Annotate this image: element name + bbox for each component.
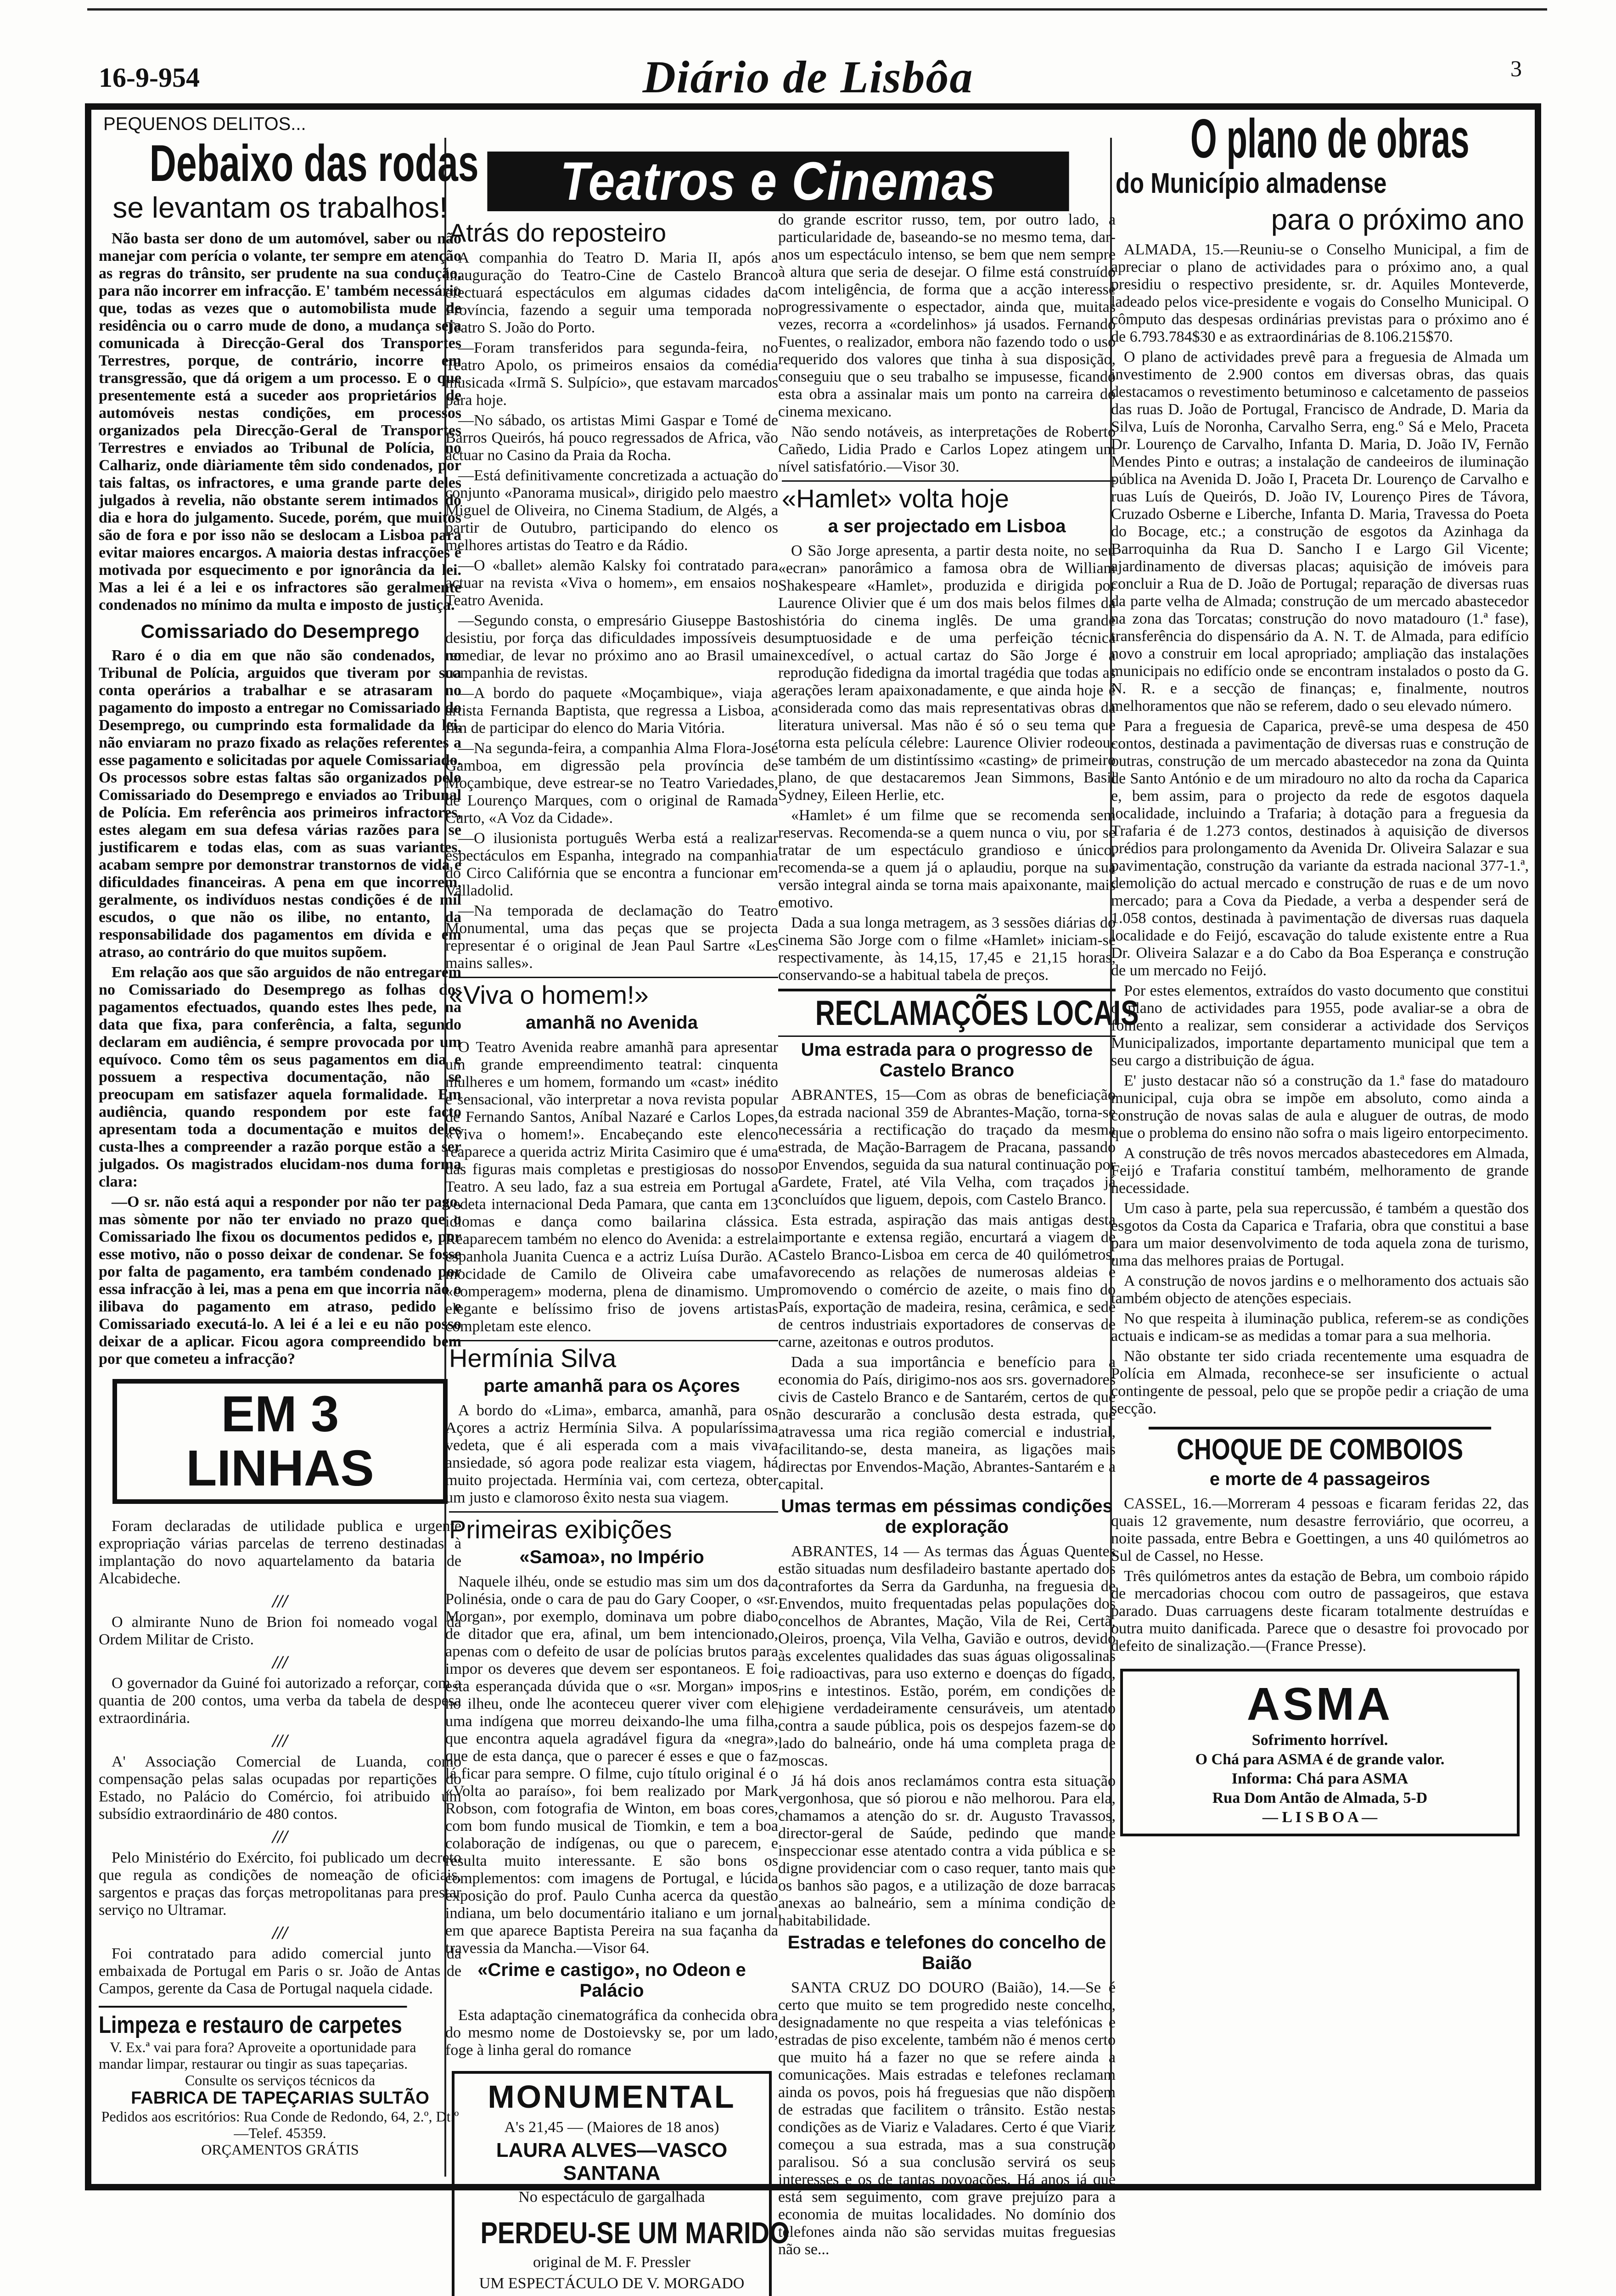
article-paragraph: ABRANTES, 15—Com as obras de beneficiação da estrada nacional 359 de Abrantes-Mação, torna-se necessária a rectificação do traçado da mesma estrada, de Mação-Barragem de Pracana, passando por Envendos, seguida da sua natural continuação por Gardete, Fratel, até Vila Velha, com traçados já concluídos que liguem, depois, com Castelo Branco.: [778, 1086, 1116, 1208]
monumental-time: A's 21,45 — (Maiores de 18 anos): [504, 2119, 719, 2136]
brief-item: A' Associação Comercial de Luanda, como compensação pelas salas ocupadas por repartições do Estado, no Palácio do Comércio, foi atribuido um subsídio extraordinário de 480 contos.: [99, 1753, 461, 1823]
section-subtitle: Umas termas em péssimas condições de exploração: [781, 1496, 1113, 1537]
section-subtitle: amanhã no Avenida: [526, 1013, 698, 1033]
carpet-ad-footer: ORÇAMENTOS GRÁTIS: [201, 2141, 359, 2158]
section-subtitle: Uma estrada para o progresso de Castelo Branco: [801, 1040, 1093, 1080]
kicker: PEQUENOS DELITOS...: [103, 114, 306, 134]
article-paragraph: SANTA CRUZ DO DOURO (Baião), 14.—Se é certo que muito se tem progredido neste concelho, designadamente no que respeita a vias telefónicas e estradas de piso excelente, também não é menos certo que muito há a fazer no que se refere ainda a comunicações. Mais estradas e telefones reclamam ainda os povos, pois há freguesias que não dispõem de estradas que facilitem o trânsito. Estão nestas condições as de Viariz e Valadares. Certo é que Viariz começou a sua estrada, mas a sua construção paralisou. Só a sua conclusão servirá os seus interesses e os de tantas povoações. Há anos já que está sem seguimento, com grave prejuízo para a economia de muitas localidades. No domínio dos telefones ainda não são servidas muitas freguesias não se...: [778, 1979, 1116, 2258]
brief-item: O governador da Guiné foi autorizado a reforçar, com a quantia de 200 contos, uma verba da tabela de despesa extraordinária.: [99, 1675, 461, 1727]
article-paragraph: Dada a sua longa metragem, as 3 sessões diárias do cinema São Jorge com o filme «Hamlet» iniciam-se respectivamente, às 14,15, 17,45 e 21,15 horas, conservando-se a habitual tabela de preços.: [778, 914, 1116, 984]
article-paragraph: Já há dois anos reclamámos contra esta situação vergonhosa, que só piorou e não melhorou. Para ela, chamamos a atenção do sr. dr. Augusto Travassos, director-geral de Saúde, pedindo que mande inspeccionar esse atentado contra a vida pública e se digne providenciar com o caso requer, tanto mais que os banhos são pagos, e a utilização de doze barracas anexas ao balneário, sem a mínima condição de habitabilidade.: [778, 1773, 1116, 1929]
section-title: Hermínia Silva: [449, 1340, 778, 1373]
article-paragraph: —Está definitivamente concretizada a actuação do conjunto «Panorama musical», dirigido pelo maestro Miguel de Oliveira, no Cinema Stadium, de Algés, a partir de Outubro, participando do elenco os melhores artistas do Teatro e da Rádio.: [445, 467, 778, 554]
separator: ///: [272, 1826, 288, 1847]
article-paragraph: Esta estrada, aspiração das mais antigas desta importante e extensa região, encurtará a viagem de Castelo Branco-Lisboa em cerca de 40 quilómetros, favorecendo as relações de numerosas aldeias e promovendo o comércio de azeite, o mais fino do País, exportação de madeira, resina, cerâmica, e sede de centros industriais exportadores de conservas de carne, azeitonas e outros produtos.: [778, 1211, 1116, 1351]
monumental-author: original de M. F. Pressler: [533, 2254, 690, 2271]
reclamacoes-header: [778, 989, 1139, 1037]
asma-title: ASMA: [1246, 1678, 1393, 1730]
brief-item: O almirante Nuno de Brion foi nomeado vogal da Ordem Militar de Cristo.: [99, 1614, 461, 1648]
column-2: [445, 211, 790, 2292]
subheadline: se levantam os trabalhos!: [112, 191, 448, 224]
brief-item: Foram declaradas de utilidade publica e urgente expropriação várias parcelas de terreno destinadas à implantação do novo aquartelamento da bataria de Alcabideche.: [99, 1518, 461, 1587]
column-3: [778, 211, 1139, 2258]
top-rule: [87, 8, 1547, 11]
asma-line: Rua Dom Antão de Almada, 5-D: [1212, 1790, 1428, 1806]
separator: ///: [272, 1922, 288, 1943]
article-paragraph: Em relação aos que são arguidos de não entregarem no Comissariado do Desemprego as folhas dos pagamentos efectuados, quando estes lhes pede, na data que fixa, para conferência, a falta, segundo declaram em audiência, é sempre provocada por um equívoco. Como têm os seus pagamentos em dia e possuem a respectiva documentação, não se preocupam em satisfazer aquela formalidade. Em audiência, quando respondem por este facto apresentam toda a documentação e muitos deles custa-lhes a compreender a razão porque estão a ser julgados. Os magistrados elucidam-nos duma forma clara:: [99, 964, 461, 1190]
article-paragraph: Naquele ilhéu, onde se estudio mas sim um dos da Polinésia, onde o cara de pau do Gary Cooper, o «sr. Morgan», por exemplo, dominava um pobre diabo de ditador que era, afinal, um bem intencionado, apenas com o defeito de usar de polícias brutos para impor os deveres que devem ser espontaneos. E foi esta esperançada dúvida que o «sr. Morgan» impos no ilheu, onde lhe aconteceu querer viver com ele uma indígena que morreu deixando-lhe uma filha, que encontra aquela agradável figura da «negra», que de esta dança, que o parecer é esses e que o faz lá ficar para sempre. O filme, cujo título original é o «Volta ao paraíso», foi bem realizado por Mark Robson, com fotografia de Winton, em boas cores, com bom fundo musical de Tiomkin, e tem a boa colaboração de indígenas, ou que o parecem, e resulta muito interessante. E são bons os complementos: com imagens de Portugal, e lúcida exposição do prof. Paulo Cunha acerca da questão indiana, um belo documentário italiano e um jornal em que aparece Baptista Pereira na sua façanha da travessia da Mancha.—Visor 64.: [445, 1573, 778, 1957]
asma-line: Informa: Chá para ASMA: [1231, 1770, 1408, 1787]
article-paragraph: Três quilómetros antes da estação de Bebra, um comboio rápido de mercadorias chocou com outro de passageiros, que estava parado. Duas carruagens deste ficaram totalmente destruídas e outra muito danificada. Parece que o desastre foi provocado por defeito de sinalização.—(France Presse).: [1111, 1568, 1529, 1654]
column-1: [99, 110, 479, 2183]
choque-subtitle: e morte de 4 passageiros: [1209, 1469, 1431, 1489]
article-paragraph: A companhia do Teatro D. Maria II, após a inauguração do Teatro-Cine de Castelo Branco efectuará espectáculos em algumas cidades da Província, fazendo a seguir uma temporada no Teatro S. João do Porto.: [445, 249, 778, 336]
article-paragraph: Não basta ser dono de um automóvel, saber ou não manejar com perícia o volante, ter sempre em atenção as regras do trânsito, ser prudente na sua condução, para não incorrer em infracção. E' também necessário que, todas as vezes que o automobilista mude de residência ou o carro mude de dono, a mudança seja comunicada à Direcção-Geral dos Transportes Terrestres, porque, de contrário, incorre em transgressão, que dá origem a um processo. E o que presentemente está a suceder aos proprietários de automóveis nestas condições, em processos organizados pela Direcção-Geral de Transportes Terrestres e enviados ao Tribunal de Polícia, no Calhariz, onde diàriamente têm sido condenados, por tais faltas, os infractores, e uma grande parte deles julgados à revelia, não obstante serem intimados do dia e hora do julgamento. Sucede, porém, que muitos são de fora e por isso não se deslocam a Lisboa para evitar maiores encargos. A maioria destas infracções é motivada por esquecimento e por ignorância da lei. Mas a lei é a lei e os infractores são geralmente condenados no mínimo da multa e imposto de justiça.: [99, 230, 461, 613]
carpet-ad-address: Pedidos aos escritórios: Rua Conde de Redondo, 64, 2.º, Dt.º—Telef. 45359.: [101, 2108, 459, 2141]
article-paragraph: «Hamlet» é um filme que se recomenda sem reservas. Recomenda-se a quem nunca o viu, por se tratar de um espectáculo grandioso e único, recomenda-se a quem já o aplaudiu, porque na sua versão integral ainda se torna mais apaixonante, mais emotivo.: [778, 807, 1116, 911]
section-title: Comissariado do Desemprego: [140, 620, 420, 642]
article-paragraph: O São Jorge apresenta, a partir desta noite, no seu «ecran» panorâmico a famosa obra de William Shakespeare «Hamlet», produzida e dirigida por Laurence Olivier que é um dos mais belos filmes da história do cinema inglês. De uma grande sumptuosidade e de uma perfeição técnica inexcedível, o actual cartaz do São Jorge é a reprodução fidedigna da imortal tragédia que todas as gerações leram apaixonadamente, e que ainda hoje é considerada como das mais representativas obras da literatura universal. Mas não é só o seu tema que torna esta película célebre: Laurence Olivier rodeou-se também de um distintíssimo «casting» de primeiro plano, de que destacaremos Jean Simmons, Basil Sydney, Eileen Herlie, etc.: [778, 542, 1116, 804]
corner-mark: 3: [1510, 56, 1522, 81]
section-subtitle: «Samoa», no Império: [519, 1547, 704, 1567]
asma-line: O Chá para ASMA é de grande valor.: [1195, 1751, 1445, 1768]
article-paragraph: Não sendo notáveis, as interpretações de Roberto Cañedo, Lidia Prado e Carlos Lopez atingem um nível satisfatório.—Visor 30.: [778, 423, 1116, 475]
asma-line: Sofrimento horrível.: [1251, 1732, 1388, 1749]
article-paragraph: Raro é o dia em que não são condenados, no Tribunal de Polícia, arguidos que tiveram por sua conta operários a trabalhar e se atrasaram no pagamento do imposto a entregar no Comissariado do Desemprego, ou cumprindo esta formalidade da lei, não enviaram no prazo fixado as relações referentes a esse pagamento e solicitadas por aquele Comissariado. Os processos sobre estas faltas são organizados pelo Comissariado do Desemprego e enviados ao Tribunal de Polícia. Em referência aos primeiros infractores, estes alegam em sua defesa várias razões para se justificarem e todas elas, com as suas variantes, acabam sempre por demonstrar transtornos de vida e dificuldades financeiras. A pena em que incorrem, geralmente, os indivíduos nestas condições é de mil escudos, o que não os ilibe, no entanto, da responsabilidade dos pagamentos em dívida e em atraso, ao contrário do que muitos supõem.: [99, 647, 461, 961]
section-subtitle: a ser projectado em Lisboa: [828, 516, 1066, 536]
separator: ///: [272, 1730, 288, 1751]
choque-title: CHOQUE DE COMBOIOS: [1149, 1427, 1491, 1466]
article-paragraph: A construção de três novos mercados abastecedores em Almada, Feijó e Trafaria constituí também, melhoramento de grande necessidade.: [1111, 1145, 1529, 1197]
separator: ///: [272, 1591, 288, 1611]
article-paragraph: ALMADA, 15.—Reuniu-se o Conselho Municipal, a fim de apreciar o plano de actividades para o próximo ano, a qual presidiu o respectivo presidente, sr. dr. Aquiles Monteverde, ladeado pelos vice-presidente e vogais do Conselho Municipal. O cômputo das despesas ordinárias previstas para o próximo ano é de 6.793.784$30 e as extraordinárias de 8.106.215$70.: [1111, 241, 1529, 345]
monumental-tagline: No espectáculo de gargalhada: [518, 2189, 705, 2206]
carpet-ad-company: FABRICA DE TAPEÇARIAS SULTÃO: [131, 2088, 429, 2108]
article-paragraph: —Na segunda-feira, a companhia Alma Flora-José Gamboa, em digressão pela província de Moçambique, deve estrear-se no Teatro Variedades, de Lourenço Marques, com o original de Ramada Curto, «A Voz da Cidade».: [445, 740, 778, 827]
article-paragraph: CASSEL, 16.—Morreram 4 pessoas e ficaram feridas 22, das quais 12 gravemente, num desastre ferroviário, que ocorreu, a noite passada, entre Bebra e Goettingen, a uns 40 quilómetros ao Sul de Cassel, no Hesse.: [1111, 1495, 1529, 1564]
section-subtitle: Estradas e telefones do concelho de Baião: [787, 1932, 1106, 1973]
article-paragraph: —A bordo do paquete «Moçambique», viaja a artista Fernanda Baptista, que regressa a Lisboa, a fim de participar do elenco do Maria Vitória.: [445, 685, 778, 737]
article-paragraph: ABRANTES, 14 — As termas das Águas Quentes estão situadas num desfiladeiro bastante apertado dos contrafortes da Serra da Gardunha, na freguesia de Envendos, muito frequentadas pelas populações dos concelhos de Abrantes, Mação, Vila de Rei, Certã, Oleiros, proença, Vila Velha, Gavião e outros, devido às excelentes qualidades das suas águas oligossalinas e radioactivas, para uso externo e doenças do fígado, rins e intestinos. Estão, porém, em condições de higiene verdadeiramente censuráveis, um atentado contra a saude pública, pois os despejos fazem-se do lado do balneário, onde há uma completa praga de moscas.: [778, 1543, 1116, 1769]
article-paragraph: No que respeita à iluminação publica, referem-se as condições actuais e indicam-se as medidas a tomar para a sua melhoria.: [1111, 1310, 1529, 1345]
monumental-cast: LAURA ALVES—VASCO SANTANA: [496, 2139, 728, 2184]
reclamacoes-title: RECLAMAÇÕES LOCAIS: [815, 994, 1139, 1033]
em-3-linhas-box: EM 3 LINHAS: [112, 1379, 448, 1504]
article-paragraph: A construção de novos jardins e o melhoramento dos actuais são também objecto de atenções especiais.: [1111, 1272, 1529, 1307]
article-paragraph: Um caso à parte, pela sua repercussão, é também a questão dos esgotos da Costa da Caparica e Trafaria, obra que constitui a base para um maior desenvolvimento de toda aquela zona de turismo, uma das melhores praias de Portugal.: [1111, 1200, 1529, 1269]
monumental-ad: [452, 2071, 790, 2296]
theatre-banner: Teatros e Cinemas: [487, 152, 1069, 211]
separator: ///: [272, 1652, 288, 1672]
article-paragraph: —Segundo consta, o empresário Giuseppe Bastos desistiu, por força das dificuldades impossíveis de remediar, de levar no próximo ano ao Brasil uma companhia de revistas.: [445, 612, 778, 681]
article-paragraph: —O ilusionista português Werba está a realizar espectáculos em Espanha, integrado na companhia do Circo Califórnia que se encontra a funcionar em Valladolid.: [445, 830, 778, 899]
article-paragraph: Não obstante ter sido criada recentemente uma esquadra de Polícia em Almada, reconhece-se ser insuficiente o actual contingente de pessoal, pelo que se propõe pedir a criação de uma secção.: [1111, 1348, 1529, 1417]
brief-item: Pelo Ministério do Exército, foi publicado um decreto que regula as condições de nomeação de oficiais, sargentos e praças das forças metropolitanas para prestar serviço no Ultramar.: [99, 1849, 461, 1919]
article-paragraph: O plano de actividades prevê para a freguesia de Almada um investimento de 2.900 contos em diversas obras, das quais destacamos o revestimento betuminoso e calcetamento de passeios das ruas D. João de Portugal, Francisco de Andrade, D. Maria da Silva, Luís de Noronha, Carvalho Serra, eng.º Sá e Melo, Praceta Dr. Lourenço de Carvalho, Infanta D. Maria, D. João IV, Fernão Mendes Pinto e outras; a instalação de candeeiros de iluminação pública na Avenida D. João I, Praceta Dr. Lourenço de Carvalho e ruas Luís de Queirós, D. João IV, Lourenço Pires de Távora, Cruzado Osberne e Liberche, Infanta D. Maria, Travessa do Poeta do Bocage, etc.; a construção de esgotos da Azinhaga da Barroquinha da Rua D. Sancho I e Largo Gil Vicente; ajardinamento de diversas placas; aquisição de imóveis para concluir a Rua de D. João de Portugal; reparação de diversas ruas da parte velha de Almada; construção de um mercado abastecedor na zona das Torcatas; construção do novo matadouro (1.ª fase), transferência do dispensário da A. N. T. de Almada, para edifício novo a construir em local apropriado; ampliação das instalações municipais no edifício onde se encontram instalados o posto da G. N. R. e a secção de finanças; e, finalmente, noutros melhoramentos que não se referem, dado o seu elevado número.: [1111, 349, 1529, 715]
asma-ad: [1120, 1669, 1520, 1836]
subheadline: do Município almadense: [1116, 168, 1387, 199]
article-paragraph: —O «ballet» alemão Kalsky foi contratado para actuar na revista «Viva o homem», em ensaios no Teatro Avenida.: [445, 557, 778, 609]
article-paragraph: do grande escritor russo, tem, por outro lado, a particularidade de, baseando-se no mesmo tema, dar-nos um espectáculo intenso, se bem que nem sempre à altura que seria de desejar. O filme está construído com inteligência, de forma que a acção interesse progressivamente o espectador, ainda que, muitas vezes, recorra a «cordelinhos» já usados. Fernando Fuentes, o realizador, embora não fazendo todo o uso requerido dos valores que tinha à sua disposição, conseguiu que o seu trabalho se impusesse, ficando esta obra a assinalar mais um ponto na carreira do cinema mexicano.: [778, 211, 1116, 420]
article-paragraph: Por estes elementos, extraídos do vasto documento que constitui o plano de actividades para 1955, pode avaliar-se a obra de fomento a realizar, sem considerar a actividade dos Serviços Municipalizados, importante departamento municipal que tem a seu cargo a distribuição de água.: [1111, 982, 1529, 1069]
asma-line: — L I S B O A —: [1262, 1809, 1378, 1826]
theatre-banner-wrap: [448, 152, 1109, 216]
carpet-ad-text: V. Ex.ª vai para fora? Aproveite a oportunidade para mandar limpar, restaurar ou tingir as suas tapeçarias.: [99, 2039, 416, 2072]
monumental-footer: UM ESPECTÁCULO DE V. MORGADO: [479, 2275, 745, 2292]
article-paragraph: E' justo destacar não só a construção da 1.ª fase do matadouro municipal, cuja obra se impõe em absoluto, como ainda a construção de novas salas de aula e aluguer de outras, de modo que o problema do ensino não sofra o mais ligeiro entorpecimento.: [1111, 1072, 1529, 1142]
section-title: Primeiras exibições: [449, 1511, 778, 1544]
carpet-ad-text: Consulte os serviços técnicos da: [185, 2072, 376, 2088]
article-paragraph: —Foram transferidos para segunda-feira, no Teatro Apolo, os primeiros ensaios da comédia musicada «Irmã S. Sulpício», que estavam marcados para hoje.: [445, 339, 778, 409]
article-paragraph: —O sr. não está aqui a responder por não ter pago, mas sòmente por não ter enviado no prazo que o Comissariado lhe fixou os documentos pedidos e, por esse motivo, não o posso deixar de condenar. Se fosse por falta de pagamento, era também condenado por essa infracção à lei, mas a pena em que incorria não o ilibava do pagamento em atraso, pedido e Comissariado executá-lo. A lei é a lei e eu não posso deixar de a aplicar. Ficou agora compreendido bem por que cometeu a infracção?: [99, 1193, 461, 1367]
article-paragraph: Para a freguesia de Caparica, prevê-se uma despesa de 450 contos, destinada a pavimentação de diversas ruas e construção de outras, construção de um mercado abastecedor na zona da Quinta de Santo António e de um miradouro no alto da rocha da Caparica e, bem assim, para o projecto da rede de esgotos daquela localidade, incluindo a Trafaria; à dotação para a freguesia da Trafaria é de 1.273 contos, destinados à aquisição de diversos prédios para prolongamento da Avenida Dr. Oliveira Salazar e sua pavimentação, construção da variante da estrada nacional 377-1.ª, demolição do actual mercado e construção de ruas e de um novo mercado; para a Cova da Piedade, a verba a despender será de 1.058 contos, destinada à pavimentação de diversas ruas daquela localidade e do Feijó, escavação do talude existente entre a Rua Dr. Oliveira Salazar e a do Cabo da Boa Esperança e construção de um mercado no Feijó.: [1111, 718, 1529, 979]
article-paragraph: —No sábado, os artistas Mimi Gaspar e Tomé de Barros Queirós, há pouco regressados de Africa, vão actuar no Casino da Praia da Rocha.: [445, 412, 778, 464]
article-paragraph: A bordo do «Lima», embarca, amanhã, para os Açores a actriz Hermínia Silva. A popularíssima vedeta, que é ali esperada com a mais viva ansiedade, só agora pode realizar esta viagem, há muito projectada. Hermínia vai, com certeza, obter um justo e clamoroso êxito nesta sua viagem.: [445, 1402, 778, 1506]
column-4: [1111, 110, 1529, 2183]
subheadline: para o próximo ano: [1271, 203, 1524, 236]
article-paragraph: Esta adaptação cinematográfica da conhecida obra do mesmo nome de Dostoievsky se, por um lado, foge à linha geral do romance: [445, 2007, 778, 2059]
article-paragraph: —Na temporada de declamação do Teatro Monumental, uma das peças que se projecta representar é o original de Jean Paul Sartre «Les mains salles».: [445, 902, 778, 972]
section-title: «Viva o homem!»: [449, 977, 778, 1010]
article-paragraph: O Teatro Avenida reabre amanhã para apresentar um grande empreendimento teatral: cinquenta mulheres e um homem, formando um «cast» inédito e sensacional, vão interpretar a nova revista popular de Fernando Santos, Aníbal Nazaré e Carlos Lopes, «Viva o homem!». Encabeçando este elenco reaparece a querida actriz Mirita Casimiro que é uma das figuras mais completas e prestigiosas do nosso Teatro. A seu lado, faz a sua estreia em Portugal a vedeta internacional Deda Pamara, que canta em 13 idiomas e dança como bailarina clássica. Reaparecem também no elenco do Avenida: a estrela espanhola Juanita Cuenca e a actriz Luísa Durão. A mocidade de Camilo de Oliveira cabe uma «comperagem» moderna, plena de dinamismo. Um elegante e belíssimo friso de jovens artistas completam este elenco.: [445, 1039, 778, 1335]
brief-item: Foi contratado para adido comercial junto da embaixada de Portugal em Paris o sr. João de Antas de Campos, gerente da Casa de Portugal naquela cidade.: [99, 1945, 461, 1997]
headline: O plano de obras: [1190, 108, 1470, 169]
masthead: Diário de Lisbôa: [642, 51, 974, 102]
monumental-play: PERDEU-SE UM MARIDO: [480, 2216, 790, 2250]
headline: Debaixo das rodas: [149, 135, 479, 192]
article-paragraph: Dada a sua importância e benefício para a economia do País, dirigimo-nos aos srs. governadores civis de Castelo Branco e de Santarém, certos de que não descurarão a conclusão desta estrada, que atravessa uma rica região comercial e industrial, facilitando-se, desta maneira, as ligações mais directas por Envendos-Mação, Abrantes-Santarém e a capital.: [778, 1354, 1116, 1493]
section-subtitle: parte amanhã para os Açores: [483, 1376, 740, 1396]
section-subtitle: «Crime e castigo», no Odeon e Palácio: [477, 1960, 746, 2001]
carpet-ad-title: Limpeza e restauro de carpetes: [99, 2006, 407, 2039]
monumental-title: MONUMENTAL: [488, 2079, 736, 2115]
section-title: Atrás do reposteiro: [449, 218, 667, 247]
issue-date: 16-9-954: [99, 62, 200, 93]
section-title: «Hamlet» volta hoje: [782, 480, 1116, 513]
